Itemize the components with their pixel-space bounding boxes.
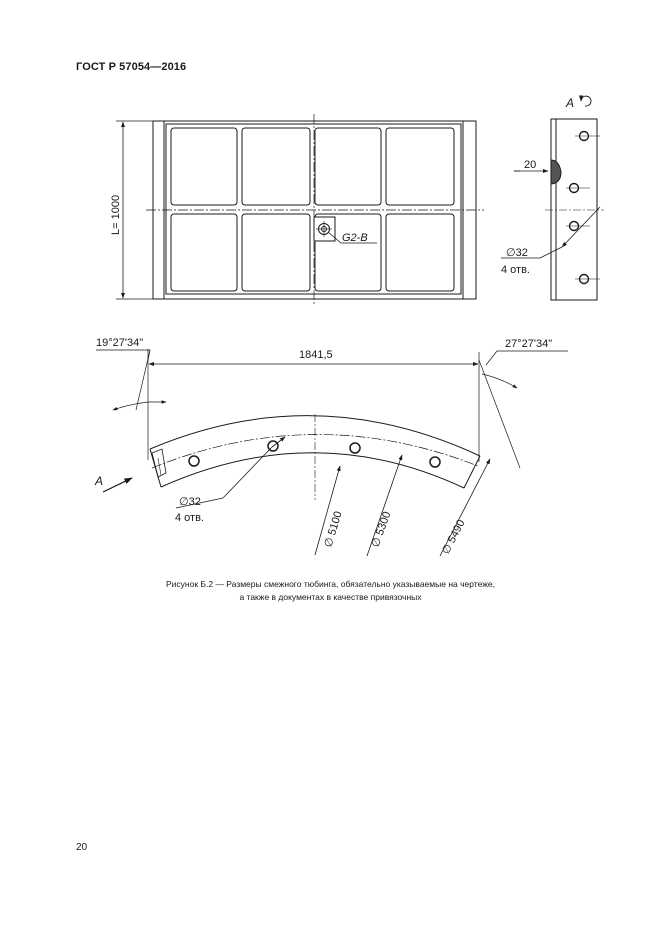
side-hole-count: 4 отв. xyxy=(501,264,530,276)
page-number: 20 xyxy=(76,842,88,853)
caption-line-2: а также в документах в качестве привязочных xyxy=(239,591,422,602)
caption-line-1: Рисунок Б.2 — Размеры смежного тюбинга, обязательно указываемые на чертеже, xyxy=(165,579,496,589)
arc-hole-diameter: ∅32 xyxy=(179,496,201,508)
diameter-inner-label: ∅ 5100 xyxy=(322,509,345,549)
depth-value: 20 xyxy=(524,159,537,171)
length-label: L= 1000 xyxy=(110,194,122,235)
arc-hole-count: 4 отв. xyxy=(175,512,204,524)
view-mark: A xyxy=(566,96,575,110)
chord-length-label: 1841,5 xyxy=(299,349,333,361)
ring-mark-label: G2-B xyxy=(342,232,368,244)
angle-left-label: 19°27'34" xyxy=(96,337,144,349)
diameter-mid-label: ∅ 5300 xyxy=(369,510,394,550)
figure-caption xyxy=(60,578,601,603)
diameter-outer-label: ∅ 5490 xyxy=(439,517,468,557)
document-header: ГОСТ Р 57054—2016 xyxy=(76,61,187,73)
front-view xyxy=(116,114,484,306)
side-hole-diameter: ∅32 xyxy=(506,247,528,259)
angle-right-label: 27°27'34" xyxy=(505,338,553,350)
arrow-mark: A xyxy=(95,474,104,488)
